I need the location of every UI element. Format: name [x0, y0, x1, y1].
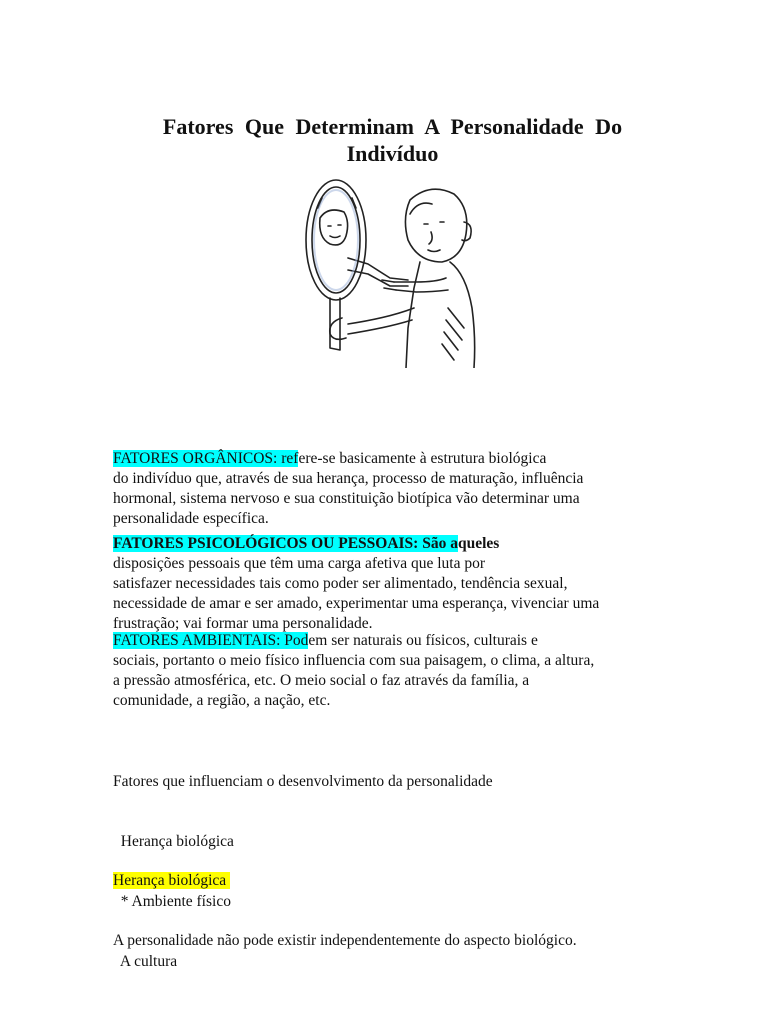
organicos-line: do indivíduo que, através de sua herança, processo de maturação, influência — [113, 470, 584, 487]
organicos-line: personalidade específica. — [113, 510, 269, 527]
list-item: A cultura — [113, 953, 178, 970]
ambientais-line: sociais, portanto o meio físico influencia com sua paisagem, o clima, a altura, — [113, 652, 595, 669]
ambientais-line: comunidade, a região, a nação, etc. — [113, 692, 331, 709]
section-fatores-organicos — [113, 449, 673, 529]
psicologicos-line: frustração; vai formar uma personalidade. — [113, 615, 373, 632]
list-item: * Ambiente físico — [113, 893, 231, 910]
psicologicos-heading-rest: queles — [457, 535, 500, 552]
organicos-heading: FATORES ORGÂNICOS: ref — [113, 450, 299, 467]
psicologicos-line: necessidade de amar e ser amado, experimentar uma esperança, vivenciar uma — [113, 595, 600, 612]
title-line-2: Indivíduo — [346, 141, 439, 166]
psicologicos-line: satisfazer necessidades tais como poder ser alimentado, tendência sexual, — [113, 575, 568, 592]
title-line-1: Fatores Que Determinam A Personalidade Do — [162, 114, 623, 139]
organicos-line: hormonal, sistema nervoso e sua constituição biotípica vão determinar uma — [113, 490, 580, 507]
psicologicos-line: disposições pessoais que têm uma carga afetiva que luta por — [113, 555, 486, 572]
section-fatores-psicologicos — [113, 534, 673, 634]
mirror-illustration — [298, 178, 480, 368]
list-item: Herança biológica — [113, 833, 234, 850]
section-heranca-biologica — [113, 831, 673, 991]
heranca-heading: Herança biológica — [113, 872, 231, 889]
organicos-heading-rest: ere-se basicamente à estrutura biológica — [298, 450, 547, 467]
document-title — [140, 113, 645, 167]
psicologicos-heading: FATORES PSICOLÓGICOS OU PESSOAIS: São a — [113, 535, 458, 552]
heranca-text: A personalidade não pode existir independentemente do aspecto biológico. — [113, 932, 577, 949]
section-fatores-ambientais — [113, 631, 673, 711]
ambientais-heading-rest: em ser naturais ou físicos, culturais e — [308, 632, 538, 649]
list-heading: Fatores que influenciam o desenvolvimento da personalidade — [113, 773, 493, 790]
ambientais-line: a pressão atmosférica, etc. O meio social o faz através da família, a — [113, 672, 530, 689]
ambientais-heading: FATORES AMBIENTAIS: Pod — [113, 632, 309, 649]
